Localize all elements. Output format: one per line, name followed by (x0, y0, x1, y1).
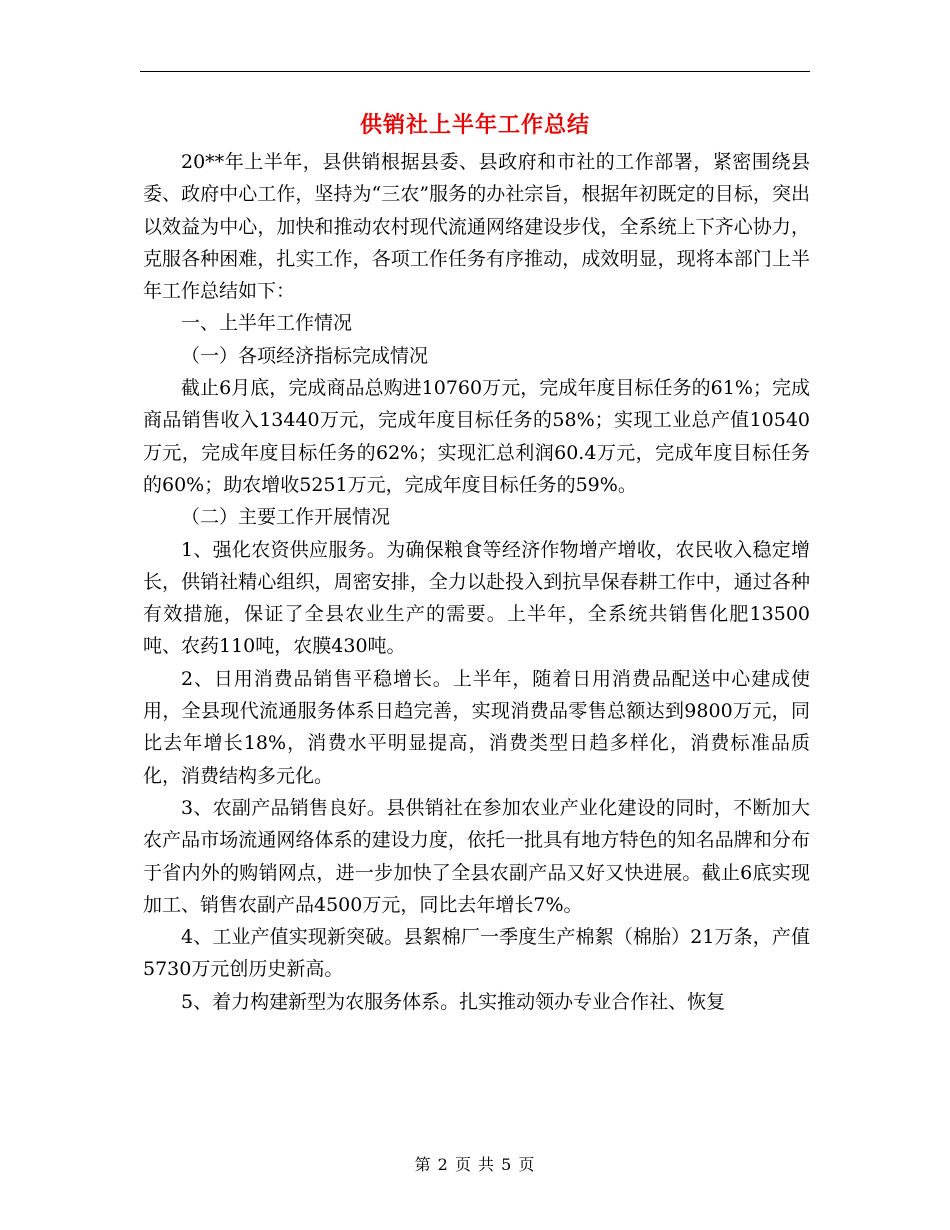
header-rule (140, 71, 810, 72)
item-paragraph-3: 3、农副产品销售良好。县供销社在参加农业产业化建设的同时，不断加大农产品市场流通网络体系的建设力度，依托一批具有地方特色的知名品牌和分布于省内外的购销网点，进一步加快了全县农副产品又好又快进展。截止6底实现加工、销售农副产品4500万元，同比去年增长7%。 (143, 796, 810, 916)
item-paragraph-4: 4、工业产值实现新突破。县絮棉厂一季度生产棉絮（棉胎）21万条，产值5730万元创历史新高。 (143, 926, 810, 981)
document-title: 供销社上半年工作总结 (359, 112, 590, 138)
indicators-paragraph: 截止6月底，完成商品总购进10760万元，完成年度目标任务的61%；完成商品销售收入13440万元，完成年度目标任务的58%；实现工业总产值10540万元，完成年度目标任务的62%；实现汇总利润60.4万元，完成年度目标任务的60%；助农增收5251万元，完成年度目标任务的59%。 (143, 377, 810, 496)
subsection-heading-2: （二）主要工作开展情况 (181, 506, 391, 529)
page-number-footer: 第 2 页 共 5 页 (414, 1155, 536, 1174)
section-heading-1: 一、上半年工作情况 (181, 312, 353, 335)
document-body (143, 146, 810, 1018)
item-paragraph-1: 1、强化农资供应服务。为确保粮食等经济作物增产增收，农民收入稳定增长，供销社精心组织，周密安排，全力以赴投入到抗旱保春耕工作中，通过各种有效措施，保证了全县农业生产的需要。上半年，全系统共销售化肥13500吨、农药110吨，农膜430吨。 (143, 538, 810, 658)
intro-paragraph: 20**年上半年，县供销根据县委、县政府和市社的工作部署，紧密围绕县委、政府中心工作，坚持为“三农”服务的办社宗旨，根据年初既定的目标，突出以效益为中心，加快和推动农村现代流通网络建设步伐，全系统上下齐心协力，克服各种困难，扎实工作，各项工作任务有序推动，成效明显，现将本部门上半年工作总结如下： (143, 151, 810, 303)
item-paragraph-5: 5、着力构建新型为农服务体系。扎实推动领办专业合作社、恢复 (181, 990, 726, 1013)
item-paragraph-2: 2、日用消费品销售平稳增长。上半年，随着日用消费品配送中心建成使用，全县现代流通服务体系日趋完善，实现消费品零售总额达到9800万元，同比去年增长18%，消费水平明显提高，消费类型日趋多样化，消费标准品质化，消费结构多元化。 (143, 667, 810, 787)
subsection-heading-1: （一）各项经济指标完成情况 (181, 344, 429, 367)
